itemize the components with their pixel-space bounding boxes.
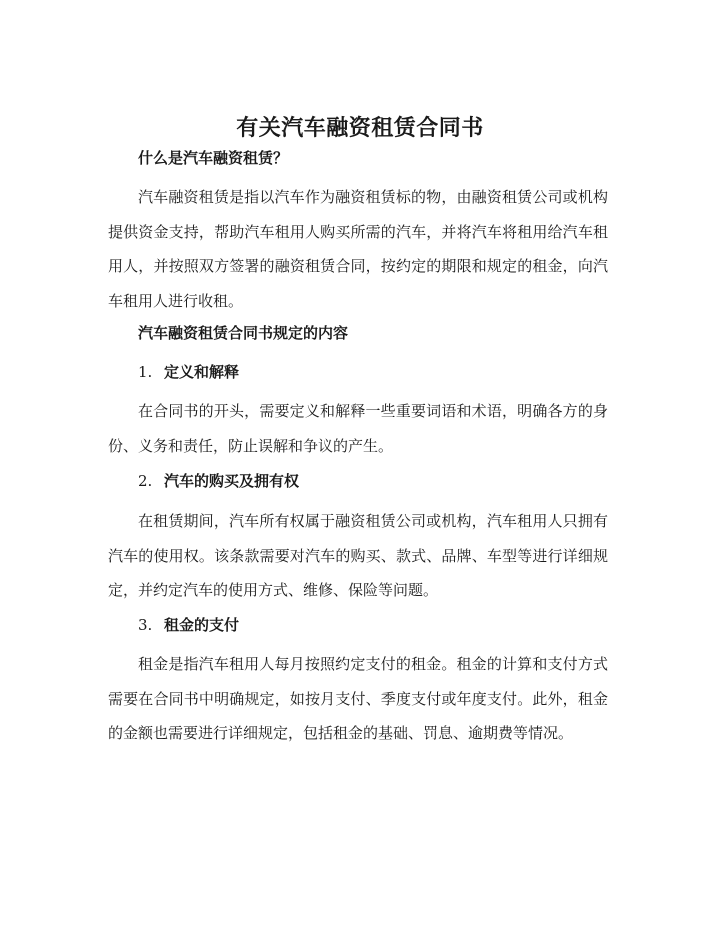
section-2-heading — [138, 469, 299, 493]
contents-heading: 汽车融资租赁合同书规定的内容 — [138, 324, 349, 342]
section-3-number: 3. — [138, 616, 153, 634]
document-title: 有关汽车融资租赁合同书 — [236, 115, 484, 141]
section-3-title: 租金的支付 — [164, 616, 240, 634]
section-3-heading — [138, 613, 239, 637]
section-1-body: 在合同书的开头，需要定义和解释一些重要词语和术语，明确各方的身份、义务和责任，防止误解和争议的产生。 — [108, 402, 608, 455]
section-2-number: 2. — [138, 472, 153, 490]
section-1-title: 定义和解释 — [164, 363, 240, 381]
section-1-number: 1. — [138, 363, 153, 381]
intro-paragraph: 汽车融资租赁是指以汽车作为融资租赁标的物，由融资租赁公司或机构提供资金支持，帮助汽车租用人购买所需的汽车，并将汽车将租用给汽车租用人，并按照双方签署的融资租赁合同，按约定的期限和规定的租金，向汽车租用人进行收租。 — [108, 188, 608, 310]
section-3-body: 租金是指汽车租用人每月按照约定支付的租金。租金的计算和支付方式需要在合同书中明确规定，如按月支付、季度支付或年度支付。此外，租金的金额也需要进行详细规定，包括租金的基础、罚息、逾期费等情况。 — [108, 655, 608, 742]
question-heading: 什么是汽车融资租赁？ — [138, 149, 289, 167]
section-2-body: 在租赁期间，汽车所有权属于融资租赁公司或机构，汽车租用人只拥有汽车的使用权。该条款需要对汽车的购买、款式、品牌、车型等进行详细规定，并约定汽车的使用方式、维修、保险等问题。 — [108, 512, 608, 599]
section-1-heading — [138, 360, 239, 384]
section-2-title: 汽车的购买及拥有权 — [164, 472, 300, 490]
